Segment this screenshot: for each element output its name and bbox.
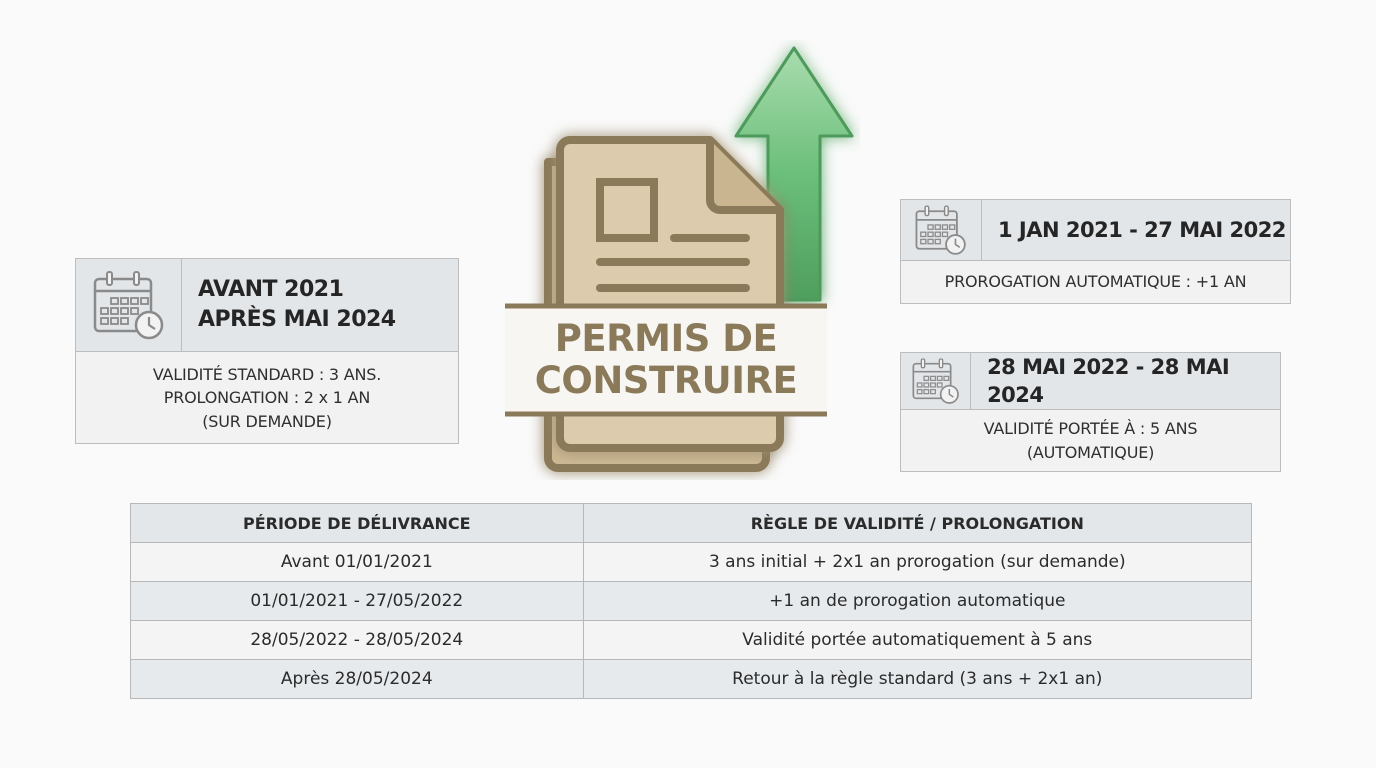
card-title-text: 1 JAN 2021 - 27 MAI 2022 xyxy=(998,217,1286,242)
permis-title xyxy=(505,318,827,402)
card-body-line2: (AUTOMATIQUE) xyxy=(1026,442,1155,462)
calendar-clock-icon xyxy=(901,353,971,409)
card-title-line2: APRÈS MAI 2024 xyxy=(198,307,396,332)
card-title xyxy=(982,200,1286,260)
period-card-standard xyxy=(75,258,459,444)
calendar-clock-icon xyxy=(76,259,182,351)
validity-rules-table xyxy=(130,503,1252,699)
table-cell-period: Avant 01/01/2021 xyxy=(131,543,584,582)
table-cell-period: Après 28/05/2024 xyxy=(131,660,584,699)
column-header-rule: RÈGLE DE VALIDITÉ / PROLONGATION xyxy=(583,504,1251,543)
calendar-clock-icon xyxy=(901,200,982,260)
card-body xyxy=(76,352,458,444)
card-title xyxy=(971,353,1280,409)
card-body-line2: PROLONGATION : 2 x 1 AN xyxy=(163,388,371,408)
table-cell-period: 28/05/2022 - 28/05/2024 xyxy=(131,621,584,660)
card-body-line1: VALIDITÉ STANDARD : 3 ANS. xyxy=(152,365,382,385)
permis-title-line1: PERMIS DE xyxy=(554,317,778,360)
table-row xyxy=(131,621,1252,660)
table-row xyxy=(131,543,1252,582)
table-row xyxy=(131,582,1252,621)
card-title xyxy=(182,259,396,351)
table-cell-period: 01/01/2021 - 27/05/2022 xyxy=(131,582,584,621)
table-cell-rule: 3 ans initial + 2x1 an prorogation (sur demande) xyxy=(583,543,1251,582)
card-header xyxy=(901,200,1290,261)
table-cell-rule: Validité portée automatiquement à 5 ans xyxy=(583,621,1251,660)
card-header xyxy=(76,259,458,352)
card-body-line1: PROROGATION AUTOMATIQUE : +1 AN xyxy=(944,272,1247,292)
period-card-2022-2024 xyxy=(900,352,1281,472)
table-row xyxy=(131,660,1252,699)
card-body xyxy=(901,261,1290,303)
column-header-period: PÉRIODE DE DÉLIVRANCE xyxy=(131,504,584,543)
card-header xyxy=(901,353,1280,410)
card-body xyxy=(901,410,1280,471)
permis-title-line2: CONSTRUIRE xyxy=(534,359,798,402)
table-cell-rule: Retour à la règle standard (3 ans + 2x1 an) xyxy=(583,660,1251,699)
card-body-line1: VALIDITÉ PORTÉE À : 5 ANS xyxy=(983,419,1198,439)
table-header-row xyxy=(131,504,1252,543)
table-cell-rule: +1 an de prorogation automatique xyxy=(583,582,1251,621)
period-card-2021-2022 xyxy=(900,199,1291,304)
card-body-line3: (SUR DEMANDE) xyxy=(202,411,332,431)
card-title-line1: AVANT 2021 xyxy=(198,277,344,303)
permis-document-graphic xyxy=(500,40,860,480)
card-title-text: 28 MAI 2022 - 28 MAI 2024 xyxy=(987,354,1230,407)
